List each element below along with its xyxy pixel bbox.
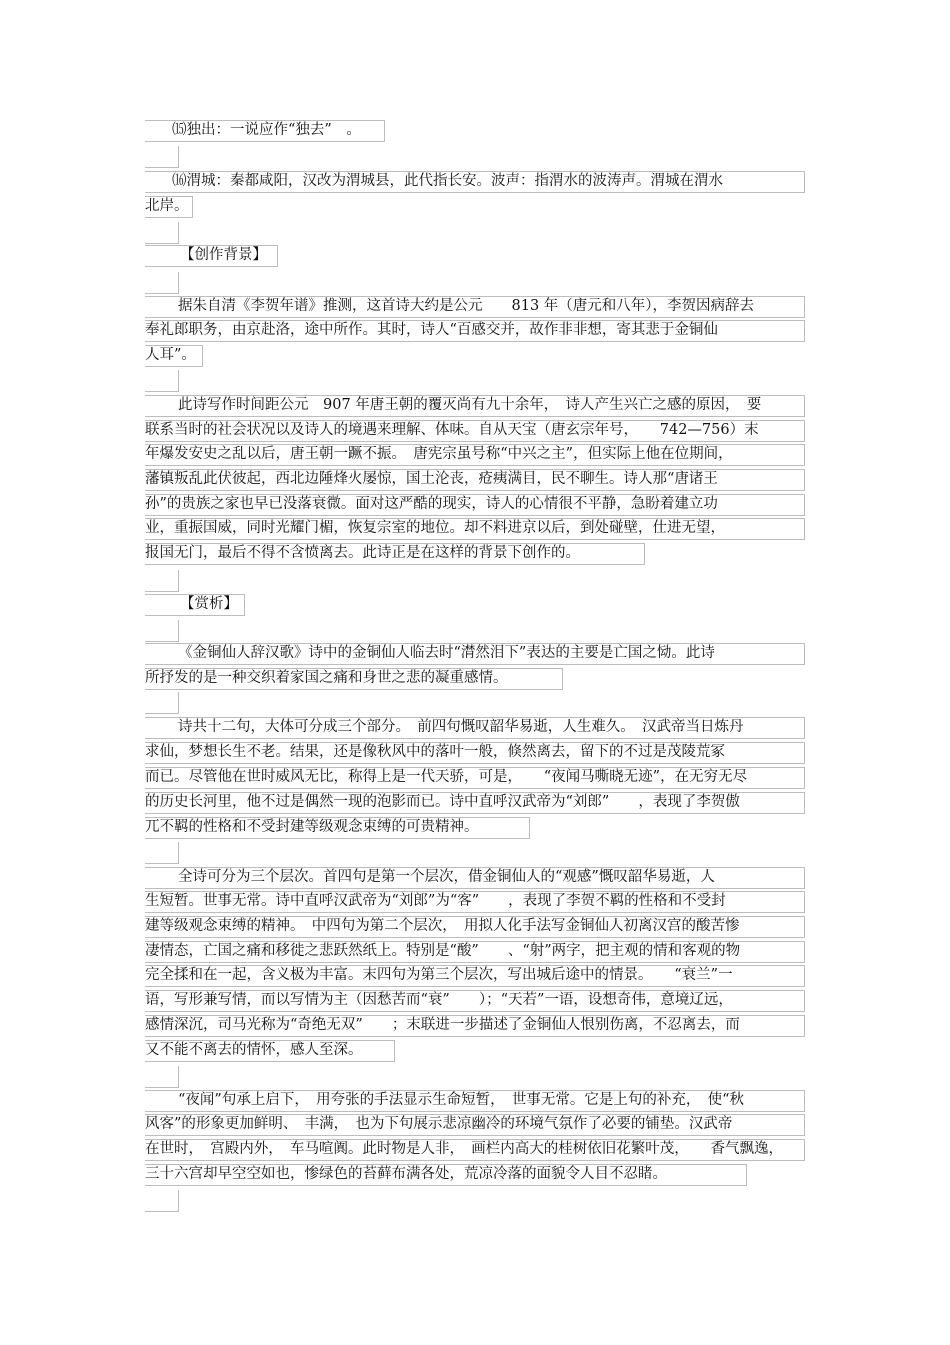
- paragraph-line: 奉礼郎职务，由京赴洛，途中所作。其时，诗人“百感交并，故作非非想，寄其悲于金铜仙: [145, 322, 718, 338]
- paragraph-line: 全诗可分为三个层次。首四句是第一个层次，借金铜仙人的“观感”慨叹韶华易逝，人: [178, 869, 715, 885]
- separator-stub: [145, 272, 179, 294]
- note-15: ⒂独出：一说应作“独去” 。: [172, 122, 361, 138]
- separator-stub: [145, 570, 179, 592]
- separator-stub: [145, 370, 179, 392]
- paragraph-line: 又不能不离去的情怀，感人至深。: [145, 1042, 363, 1058]
- paragraph-line: 藩镇叛乱此伏彼起，西北边陲烽火屡惊，国土沦丧，疮痍满目，民不聊生。诗人那“唐诸王: [145, 471, 718, 487]
- paragraph-line: 人耳”。: [145, 347, 196, 363]
- separator-stub: [145, 222, 179, 244]
- paragraph-line: 据朱自清《李贺年谱》推测，这首诗大约是公元 813 年（唐元和八年），李贺因病辞去: [178, 298, 755, 314]
- paragraph-line: 而已。尽管他在世时威风无比，称得上是一代天骄，可是， “夜闻马嘶晓无迹”，在无穷无尽: [145, 769, 748, 785]
- paragraph-line: 所抒发的是一种交织着家国之痛和身世之悲的凝重感情。: [145, 670, 508, 686]
- section-heading-background: 【创作背景】: [180, 247, 267, 263]
- paragraph-line: 的历史长河里，他不过是偶然一现的泡影而已。诗中直呼汉武帝为“刘郎” ，表现了李贺傲: [145, 794, 740, 810]
- paragraph-line: 兀不羁的性格和不受封建等级观念束缚的可贵精神。: [145, 819, 479, 835]
- separator-stub: [145, 692, 179, 714]
- paragraph-line: 《金铜仙人辞汉歌》诗中的金铜仙人临去时“潸然泪下”表达的主要是亡国之恸。此诗: [178, 645, 715, 661]
- section-heading-appreciation: 【赏析】: [180, 596, 238, 612]
- paragraph-line: 此诗写作时间距公元 907 年唐王朝的覆灭尚有九十余年， 诗人产生兴亡之感的原因， 要: [178, 397, 762, 413]
- paragraph-line: 凄情态，亡国之痛和移徙之悲跃然纸上。特别是“酸” 、“射”两字，把主观的情和客观的物: [145, 943, 741, 959]
- paragraph-line: “夜闻”句承上启下， 用夸张的手法显示生命短暂， 世事无常。它是上句的补充， 使“秋: [178, 1092, 744, 1108]
- paragraph-line: 孙”的贵族之家也早已没落衰微。面对这严酷的现实，诗人的心情很不平静，急盼着建立功: [145, 496, 718, 512]
- paragraph-line: 联系当时的社会状况以及诗人的境遇来理解、体味。自从天宝（唐玄宗年号， 742—756）末: [145, 422, 759, 438]
- note-16-line-1: ⒃渭城：秦都咸阳，汉改为渭城县，此代指长安。波声：指渭水的波涛声。渭城在渭水: [172, 173, 723, 189]
- paragraph-line: 报国无门，最后不得不含愤离去。此诗正是在这样的背景下创作的。: [145, 545, 580, 561]
- separator-stub: [145, 146, 179, 168]
- paragraph-line: 生短暂。世事无常。诗中直呼汉武帝为“刘郎”为“客” ，表现了李贺不羁的性格和不受封: [145, 893, 726, 909]
- paragraph-line: 求仙，梦想长生不老。结果，还是像秋风中的落叶一般，倏然离去，留下的不过是茂陵荒冢: [145, 744, 725, 760]
- paragraph-line: 风客”的形象更加鲜明、 丰满， 也为下句展示悲凉幽冷的环境气氛作了必要的铺垫。汉武帝: [145, 1116, 733, 1132]
- separator-stub: [145, 1066, 179, 1088]
- paragraph-line: 完全揉和在一起，含义极为丰富。末四句为第三个层次，写出城后途中的情景。 “衰兰”一: [145, 967, 733, 983]
- paragraph-line: 感情深沉，司马光称为“奇绝无双” ；末联进一步描述了金铜仙人恨别伤离，不忍离去，而: [145, 1017, 740, 1033]
- note-16-line-2: 北岸。: [145, 198, 189, 214]
- paragraph-line: 在世时， 宫殿内外， 车马喧阗。此时物是人非， 画栏内高大的桂树依旧花繁叶茂， 香气飘逸，: [145, 1141, 783, 1157]
- paragraph-line: 年爆发安史之乱以后，唐王朝一蹶不振。 唐宪宗虽号称“中兴之主”，但实际上他在位期间，: [145, 446, 733, 462]
- paragraph-line: 诗共十二句，大体可分成三个部分。 前四句慨叹韶华易逝，人生难久。 汉武帝当日炼丹: [178, 719, 744, 735]
- separator-stub: [145, 842, 179, 864]
- paragraph-line: 建等级观念束缚的精神。 中四句为第二个层次， 用拟人化手法写金铜仙人初离汉宫的酸苦惨: [145, 918, 740, 934]
- paragraph-line: 三十六宫却早空空如也，惨绿色的苔藓布满各处，荒凉冷落的面貌令人目不忍睹。: [145, 1166, 667, 1182]
- paragraph-line: 业，重振国威，同时光耀门楣，恢复宗室的地位。却不料进京以后，到处碰壁，仕进无望，: [145, 520, 725, 536]
- paragraph-line: 语，写形兼写情，而以写情为主（因愁苦而“衰” ）；“天若”一语，设想奇伟，意境辽远，: [145, 992, 733, 1008]
- separator-stub: [145, 1190, 179, 1212]
- separator-stub: [145, 620, 179, 642]
